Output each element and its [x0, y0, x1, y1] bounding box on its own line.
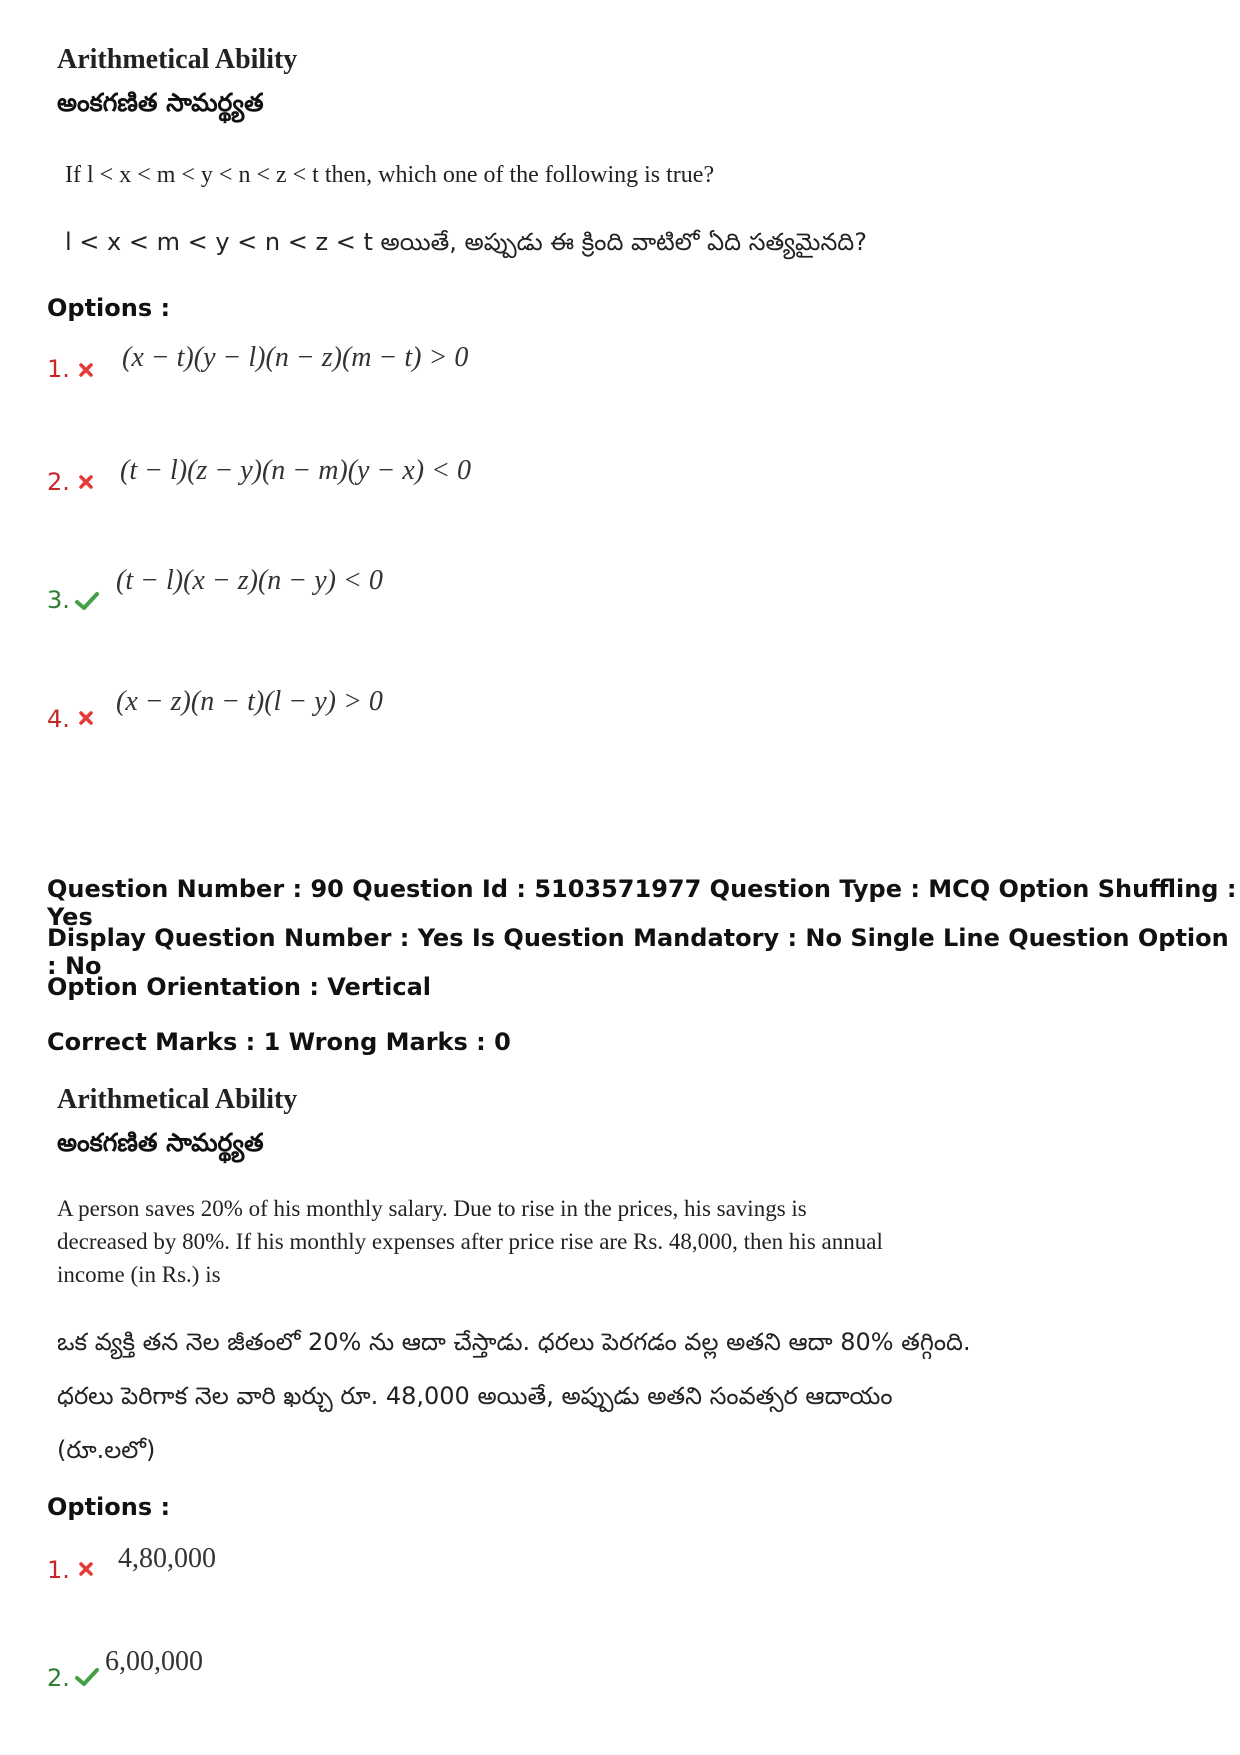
option-row[interactable]: [47, 586, 70, 614]
cross-icon: [78, 710, 94, 726]
option-text: 4,80,000: [118, 1543, 216, 1574]
option-text: (x − z)(n − t)(l − y) > 0: [116, 686, 383, 717]
option-row[interactable]: [47, 1664, 70, 1692]
question-meta-line-1: Question Number : 90 Question Id : 5103571977 Question Type : MCQ Option Shuffling : Yes: [47, 875, 1237, 931]
cross-icon: [78, 362, 94, 378]
option-text: 6,00,000: [105, 1646, 203, 1677]
question-line: income (in Rs.) is: [57, 1262, 221, 1287]
subject-title-en: Arithmetical Ability: [57, 44, 298, 75]
option-number: 2.: [47, 1664, 70, 1692]
check-icon: [74, 590, 100, 612]
question-text-te: l < x < m < y < n < z < t అయితే, అప్పుడు ఈ క్రింది వాటిలో ఏది సత్యమైనది?: [65, 228, 867, 256]
option-row[interactable]: [47, 1556, 70, 1584]
question-line: decreased by 80%. If his monthly expenses after price rise are Rs. 48,000, then his annual: [57, 1229, 883, 1254]
option-number: 4.: [47, 705, 70, 733]
question-text-te-line-2: ధరలు పెరిగాక నెల వారి ఖర్చు రూ. 48,000 అయితే, అప్పుడు అతని సంవత్సర ఆదాయం: [57, 1382, 893, 1410]
option-row[interactable]: [47, 468, 70, 496]
question-text-en: If l < x < m < y < n < z < t then, which one of the following is true?: [65, 162, 715, 188]
subject-title-te: అంకగణిత సామర్థ్యత: [57, 1128, 264, 1157]
option-number: 2.: [47, 468, 70, 496]
option-text: (t − l)(z − y)(n − m)(y − x) < 0: [120, 455, 472, 486]
subject-title-te: అంకగణిత సామర్థ్యత: [57, 88, 264, 117]
option-number: 3.: [47, 586, 70, 614]
subject-title-en: Arithmetical Ability: [57, 1084, 298, 1115]
options-label: Options :: [47, 1493, 171, 1521]
option-row[interactable]: [47, 355, 70, 383]
option-text: (x − t)(y − l)(n − z)(m − t) > 0: [122, 342, 469, 373]
question-meta-line-2: Display Question Number : Yes Is Question Mandatory : No Single Line Question Option : No: [47, 924, 1229, 980]
options-label: Options :: [47, 294, 171, 322]
question-meta-line-3: Option Orientation : Vertical: [47, 973, 432, 1001]
option-row[interactable]: [47, 705, 70, 733]
question-text-te-line-1: ఒక వ్యక్తి తన నెల జీతంలో 20% ను ఆదా చేస్తాడు. ధరలు పెరగడం వల్ల అతని ఆదా 80% తగ్గింది.: [57, 1328, 971, 1356]
option-number: 1.: [47, 355, 70, 383]
question-text-te-line-3: (రూ.లలో): [57, 1436, 156, 1464]
option-text: (t − l)(x − z)(n − y) < 0: [116, 565, 383, 596]
cross-icon: [78, 1561, 94, 1577]
check-icon: [74, 1666, 100, 1688]
question-text-en: [57, 1192, 1057, 1291]
option-number: 1.: [47, 1556, 70, 1584]
marks-line: Correct Marks : 1 Wrong Marks : 0: [47, 1028, 511, 1056]
question-line: A person saves 20% of his monthly salary. Due to rise in the prices, his savings is: [57, 1196, 807, 1221]
cross-icon: [78, 474, 94, 490]
